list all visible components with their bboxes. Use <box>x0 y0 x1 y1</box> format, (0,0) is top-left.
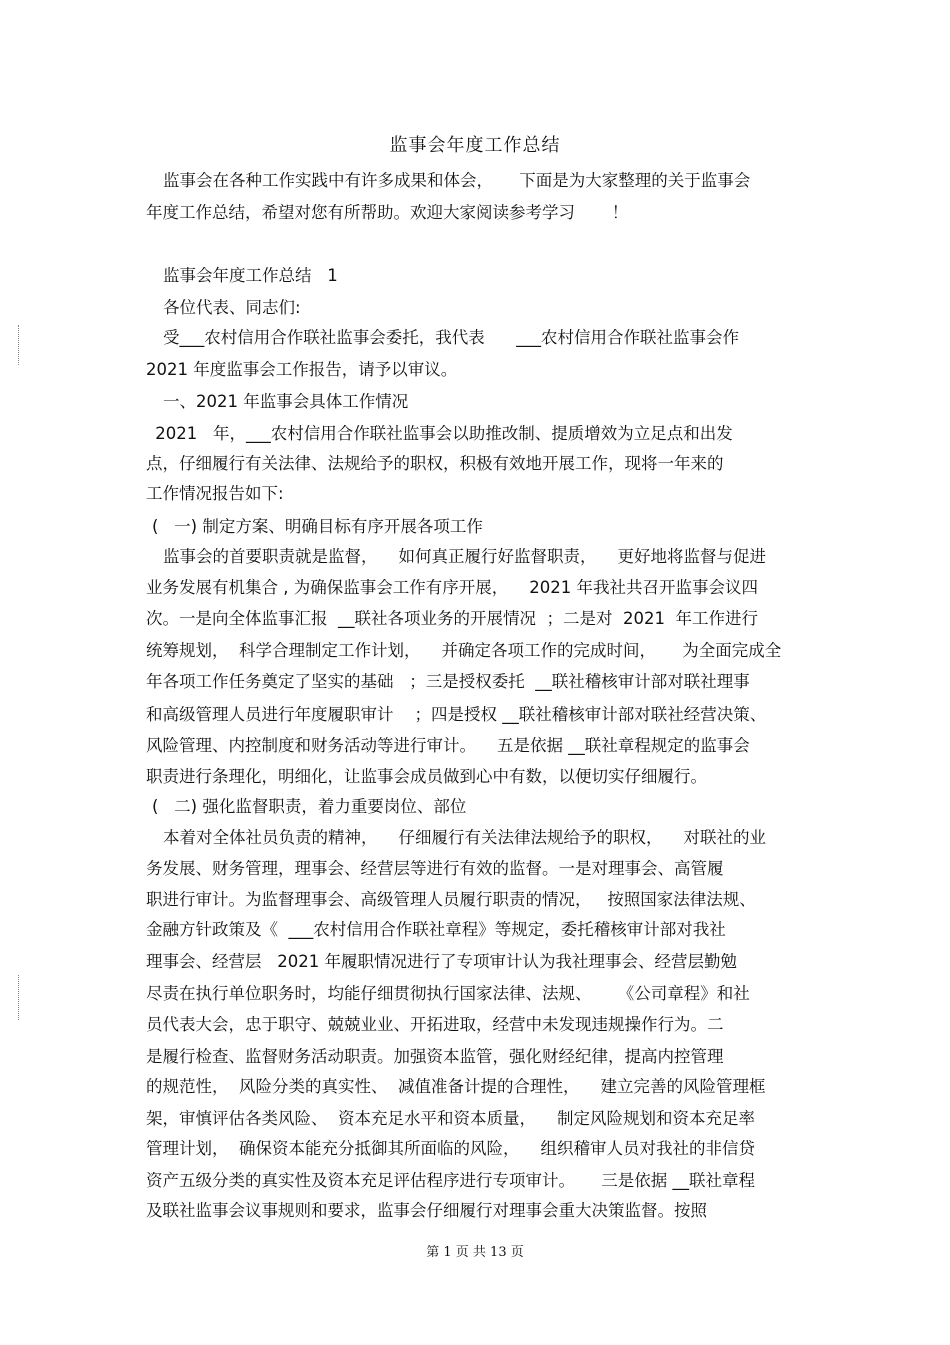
body-line: 架，审慎评估各类风险、 资本充足水平和资本质量， 制定风险规划和资本充足率 <box>146 1109 755 1128</box>
body-line: 点，仔细履行有关法律、法规给予的职权，积极有效地开展工作，现将一年来的 <box>146 454 724 473</box>
body-line: 监事会的首要职责就是监督， 如何真正履行好监督职责， 更好地将监督与促进 <box>163 547 766 566</box>
body-line: 年度工作总结，希望对您有所帮助。欢迎大家阅读参考学习 ！ <box>146 203 629 222</box>
body-line: 和高级管理人员进行年度履职审计 ；四是授权 __联社稽核审计部对联社经营决策、 <box>146 705 767 724</box>
document-title: 监事会年度工作总结 <box>389 135 561 156</box>
body-line: 风险管理、内控制度和财务活动等进行审计。 五是依据 __联社章程规定的监事会 <box>146 736 750 755</box>
body-line: 一、2021 年监事会具体工作情况 <box>163 392 409 411</box>
body-line: 各位代表、同志们: <box>163 298 301 317</box>
body-line: 本着对全体社员负责的精神， 仔细履行有关法律法规给予的职权， 对联社的业 <box>163 828 766 847</box>
body-line: ( 一) 制定方案、明确目标有序开展各项工作 <box>152 517 483 536</box>
body-line: 年各项工作任务奠定了坚实的基础 ；三是授权委托 __联社稽核审计部对联社理事 <box>146 672 750 691</box>
body-line: 及联社监事会议事规则和要求，监事会仔细履行对理事会重大决策监督。按照 <box>146 1201 707 1220</box>
body-line: 金融方针政策及《 ___农村信用合作联社章程》等规定，委托稽核审计部对我社 <box>146 920 726 939</box>
body-line: 次。一是向全体监事汇报 __联社各项业务的开展情况 ；二是对 2021 年工作进行 <box>146 609 758 628</box>
body-line: 管理计划， 确保资本能充分抵御其所面临的风险， 组织稽审人员对我社的非信贷 <box>146 1139 755 1158</box>
body-line: 务发展、财务管理，理事会、经营层等进行有效的监督。一是对理事会、高管履 <box>146 859 724 878</box>
body-line: 的规范性， 风险分类的真实性、 减值准备计提的合理性， 建立完善的风险管理框 <box>146 1077 766 1096</box>
body-line: 受___农村信用合作联社监事会委托，我代表 ___农村信用合作联社监事会作 <box>163 328 739 347</box>
body-line: 尽责在执行单位职务时，均能仔细贯彻执行国家法律、法规、 《公司章程》和社 <box>146 984 750 1003</box>
page-footer: 第 1 页 共 13 页 <box>426 1245 524 1260</box>
body-line: 资产五级分类的真实性及资本充足评估程序进行专项审计。 三是依据 __联社章程 <box>146 1171 755 1190</box>
body-line: 监事会在各种工作实践中有许多成果和体会， 下面是为大家整理的关于监事会 <box>163 171 751 190</box>
body-line: 职责进行条理化，明细化，让监事会成员做到心中有数，以便切实仔细履行。 <box>146 767 707 786</box>
body-line: ( 二) 强化监督职责，着力重要岗位、部位 <box>152 797 467 816</box>
body-line: 业务发展有机集合 , 为确保监事会工作有序开展， 2021 年我社共召开监事会议四 <box>146 578 758 597</box>
margin-mark <box>18 975 20 1020</box>
body-line: 工作情况报告如下: <box>146 484 284 503</box>
body-line: 理事会、经营层 2021 年履职情况进行了专项审计认为我社理事会、经营层勤勉 <box>146 952 737 971</box>
body-line: 是履行检查、监督财务活动职责。加强资本监管，强化财经纪律，提高内控管理 <box>146 1047 724 1066</box>
body-line: 员代表大会，忠于职守、兢兢业业、开拓进取，经营中未发现违规操作行为。二 <box>146 1015 724 1034</box>
margin-mark <box>18 325 20 365</box>
body-line: 职进行审计。为监督理事会、高级管理人员履行职责的情况， 按照国家法律法规、 <box>146 890 756 909</box>
body-line: 统筹规划， 科学合理制定工作计划， 并确定各项工作的完成时间， 为全面完成全 <box>146 641 782 660</box>
body-line: 监事会年度工作总结 1 <box>163 266 338 285</box>
body-line: 2021 年度监事会工作报告，请予以审议。 <box>146 360 458 379</box>
body-line: 2021 年，___农村信用合作联社监事会以助推改制、提质增效为立足点和出发 <box>150 424 733 443</box>
